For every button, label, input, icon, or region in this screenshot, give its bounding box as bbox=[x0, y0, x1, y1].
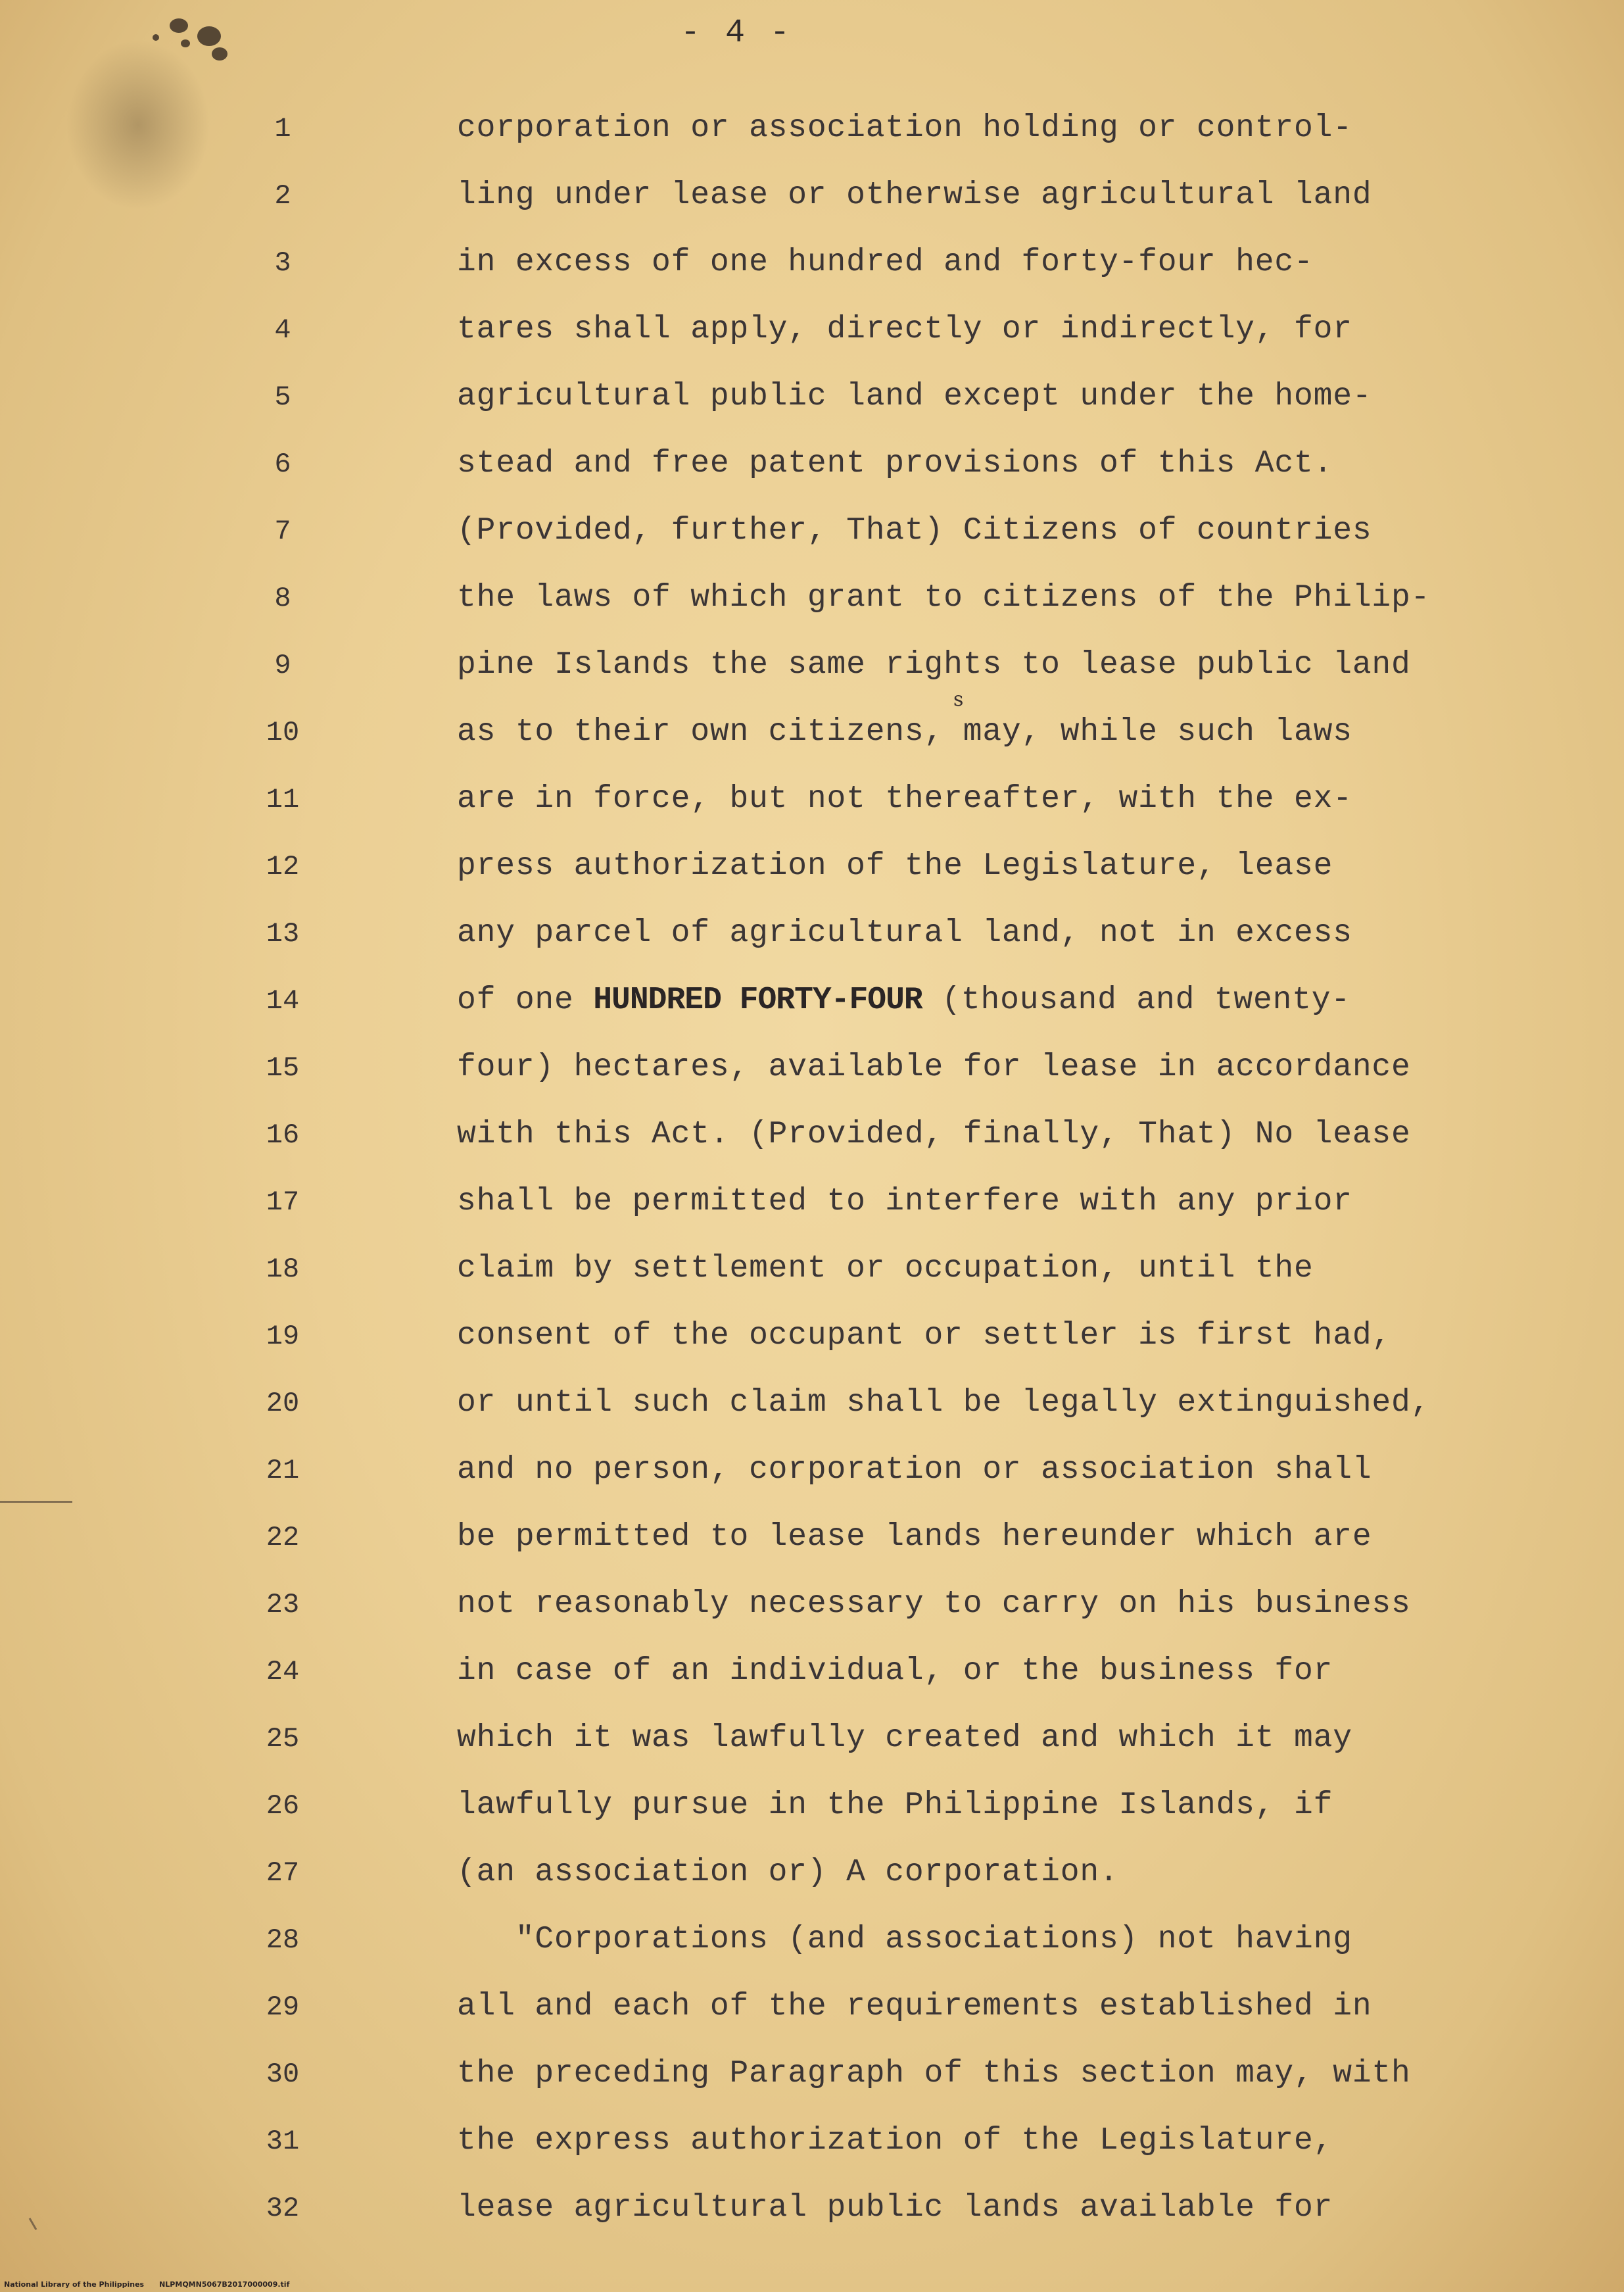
line-number: 9 bbox=[274, 650, 291, 681]
line-text: and no person, corporation or association shall bbox=[457, 1452, 1372, 1488]
line-number: 29 bbox=[266, 1991, 300, 2023]
line-text: "Corporations (and associations) not having bbox=[457, 1922, 1352, 1957]
text-line bbox=[0, 306, 1624, 374]
text-line bbox=[0, 776, 1624, 843]
line-text: which it was lawfully created and which it may bbox=[457, 1720, 1352, 1756]
line-text: be permitted to lease lands hereunder which are bbox=[457, 1519, 1372, 1555]
text-line bbox=[0, 1782, 1624, 1849]
ink-stain bbox=[153, 34, 159, 41]
text-line bbox=[0, 843, 1624, 910]
line-text: consent of the occupant or settler is first had, bbox=[457, 1318, 1392, 1353]
line-number: 14 bbox=[266, 985, 300, 1017]
text-line bbox=[0, 1380, 1624, 1447]
line-text: four) hectares, available for lease in accordance bbox=[457, 1050, 1411, 1085]
text-line bbox=[0, 1514, 1624, 1581]
line-number: 26 bbox=[266, 1790, 300, 1822]
text-line bbox=[0, 575, 1624, 642]
line-text: claim by settlement or occupation, until the bbox=[457, 1251, 1314, 1286]
ink-stain bbox=[170, 18, 188, 33]
line-number: 10 bbox=[266, 717, 300, 748]
line-text: corporation or association holding or control- bbox=[457, 110, 1352, 146]
text-line bbox=[0, 1581, 1624, 1648]
ink-stain bbox=[197, 26, 221, 46]
text-line bbox=[0, 2118, 1624, 2185]
text-line bbox=[0, 2185, 1624, 2252]
line-number: 2 bbox=[274, 180, 291, 212]
ink-stain bbox=[181, 39, 190, 47]
line-text: are in force, but not thereafter, with the ex- bbox=[457, 781, 1352, 817]
line-number: 32 bbox=[266, 2193, 300, 2224]
line-text: in excess of one hundred and forty-four hec- bbox=[457, 245, 1314, 280]
text-line bbox=[0, 1849, 1624, 1916]
line-number: 18 bbox=[266, 1254, 300, 1285]
text-line bbox=[0, 1447, 1624, 1514]
line-text bbox=[457, 983, 1350, 1018]
line-text: the express authorization of the Legislature, bbox=[457, 2123, 1333, 2158]
line-number: 28 bbox=[266, 1924, 300, 1956]
line-number: 25 bbox=[266, 1723, 300, 1755]
text-line bbox=[0, 239, 1624, 306]
text-line bbox=[0, 1648, 1624, 1715]
line-text: ling under lease or otherwise agricultural land bbox=[457, 178, 1372, 213]
line-number: 19 bbox=[266, 1321, 300, 1352]
line-text: press authorization of the Legislature, lease bbox=[457, 848, 1333, 884]
text-line bbox=[0, 1179, 1624, 1246]
text-line bbox=[0, 977, 1624, 1044]
line-number: 15 bbox=[266, 1052, 300, 1084]
line-number: 1 bbox=[274, 113, 291, 145]
text-line bbox=[0, 1313, 1624, 1380]
line-text: with this Act. (Provided, finally, That) No lease bbox=[457, 1117, 1411, 1152]
line-text: tares shall apply, directly or indirectly, for bbox=[457, 312, 1352, 347]
line-number: 8 bbox=[274, 583, 291, 614]
line-text: (an association or) A corporation. bbox=[457, 1855, 1119, 1890]
line-text-segment: of one bbox=[457, 983, 594, 1018]
footer-file-id: NLPMQMN5067B2017000009.tif bbox=[159, 2280, 290, 2289]
line-text: as to their own citizens, may, while such laws bbox=[457, 714, 1352, 750]
text-line bbox=[0, 1715, 1624, 1782]
line-text: (Provided, further, That) Citizens of countries bbox=[457, 513, 1372, 549]
line-number: 24 bbox=[266, 1656, 300, 1688]
line-number: 22 bbox=[266, 1522, 300, 1553]
line-number: 6 bbox=[274, 449, 291, 480]
line-text: pine Islands the same rights to lease public land bbox=[457, 647, 1411, 683]
line-number: 21 bbox=[266, 1455, 300, 1486]
text-line bbox=[0, 642, 1624, 709]
line-text: lawfully pursue in the Philippine Islands, if bbox=[457, 1788, 1333, 1823]
line-number: 31 bbox=[266, 2126, 300, 2157]
amended-text: HUNDRED FORTY-FOUR bbox=[593, 983, 922, 1018]
line-number: 30 bbox=[266, 2059, 300, 2090]
text-line bbox=[0, 1916, 1624, 1984]
line-number: 11 bbox=[266, 784, 300, 816]
text-line bbox=[0, 1044, 1624, 1111]
handwritten-correction: s bbox=[953, 688, 964, 711]
line-number: 17 bbox=[266, 1186, 300, 1218]
line-number: 20 bbox=[266, 1388, 300, 1419]
line-text-segment: (thousand and twenty- bbox=[922, 983, 1351, 1018]
line-text: agricultural public land except under the home- bbox=[457, 379, 1372, 414]
line-number: 16 bbox=[266, 1119, 300, 1151]
line-text: stead and free patent provisions of this Act. bbox=[457, 446, 1333, 481]
text-line bbox=[0, 1246, 1624, 1313]
line-text: lease agricultural public lands available for bbox=[457, 2190, 1333, 2226]
line-number: 7 bbox=[274, 516, 291, 547]
line-text: the preceding Paragraph of this section may, with bbox=[457, 2056, 1411, 2091]
line-number: 4 bbox=[274, 314, 291, 346]
scan-footer bbox=[4, 2280, 289, 2289]
line-number: 12 bbox=[266, 851, 300, 883]
line-number: 5 bbox=[274, 381, 291, 413]
line-text: the laws of which grant to citizens of the Philip- bbox=[457, 580, 1431, 616]
line-number: 27 bbox=[266, 1857, 300, 1889]
line-text: in case of an individual, or the business for bbox=[457, 1653, 1333, 1689]
ink-stain bbox=[212, 47, 227, 61]
text-line bbox=[0, 1111, 1624, 1179]
page-number: - 4 - bbox=[680, 14, 793, 52]
line-text: not reasonably necessary to carry on his business bbox=[457, 1586, 1411, 1622]
text-line bbox=[0, 910, 1624, 977]
text-line bbox=[0, 508, 1624, 575]
text-line bbox=[0, 709, 1624, 776]
line-text: any parcel of agricultural land, not in excess bbox=[457, 915, 1352, 951]
text-line bbox=[0, 374, 1624, 441]
line-text: or until such claim shall be legally extinguished, bbox=[457, 1385, 1431, 1421]
text-line bbox=[0, 2051, 1624, 2118]
text-line bbox=[0, 105, 1624, 172]
line-number: 23 bbox=[266, 1589, 300, 1621]
text-line bbox=[0, 172, 1624, 239]
text-line bbox=[0, 1984, 1624, 2051]
footer-credit: National Library of the Philippines bbox=[4, 2280, 145, 2289]
line-text: shall be permitted to interfere with any prior bbox=[457, 1184, 1352, 1219]
line-text: all and each of the requirements established in bbox=[457, 1989, 1372, 2024]
line-number: 3 bbox=[274, 247, 291, 279]
line-number: 13 bbox=[266, 918, 300, 950]
text-line bbox=[0, 441, 1624, 508]
